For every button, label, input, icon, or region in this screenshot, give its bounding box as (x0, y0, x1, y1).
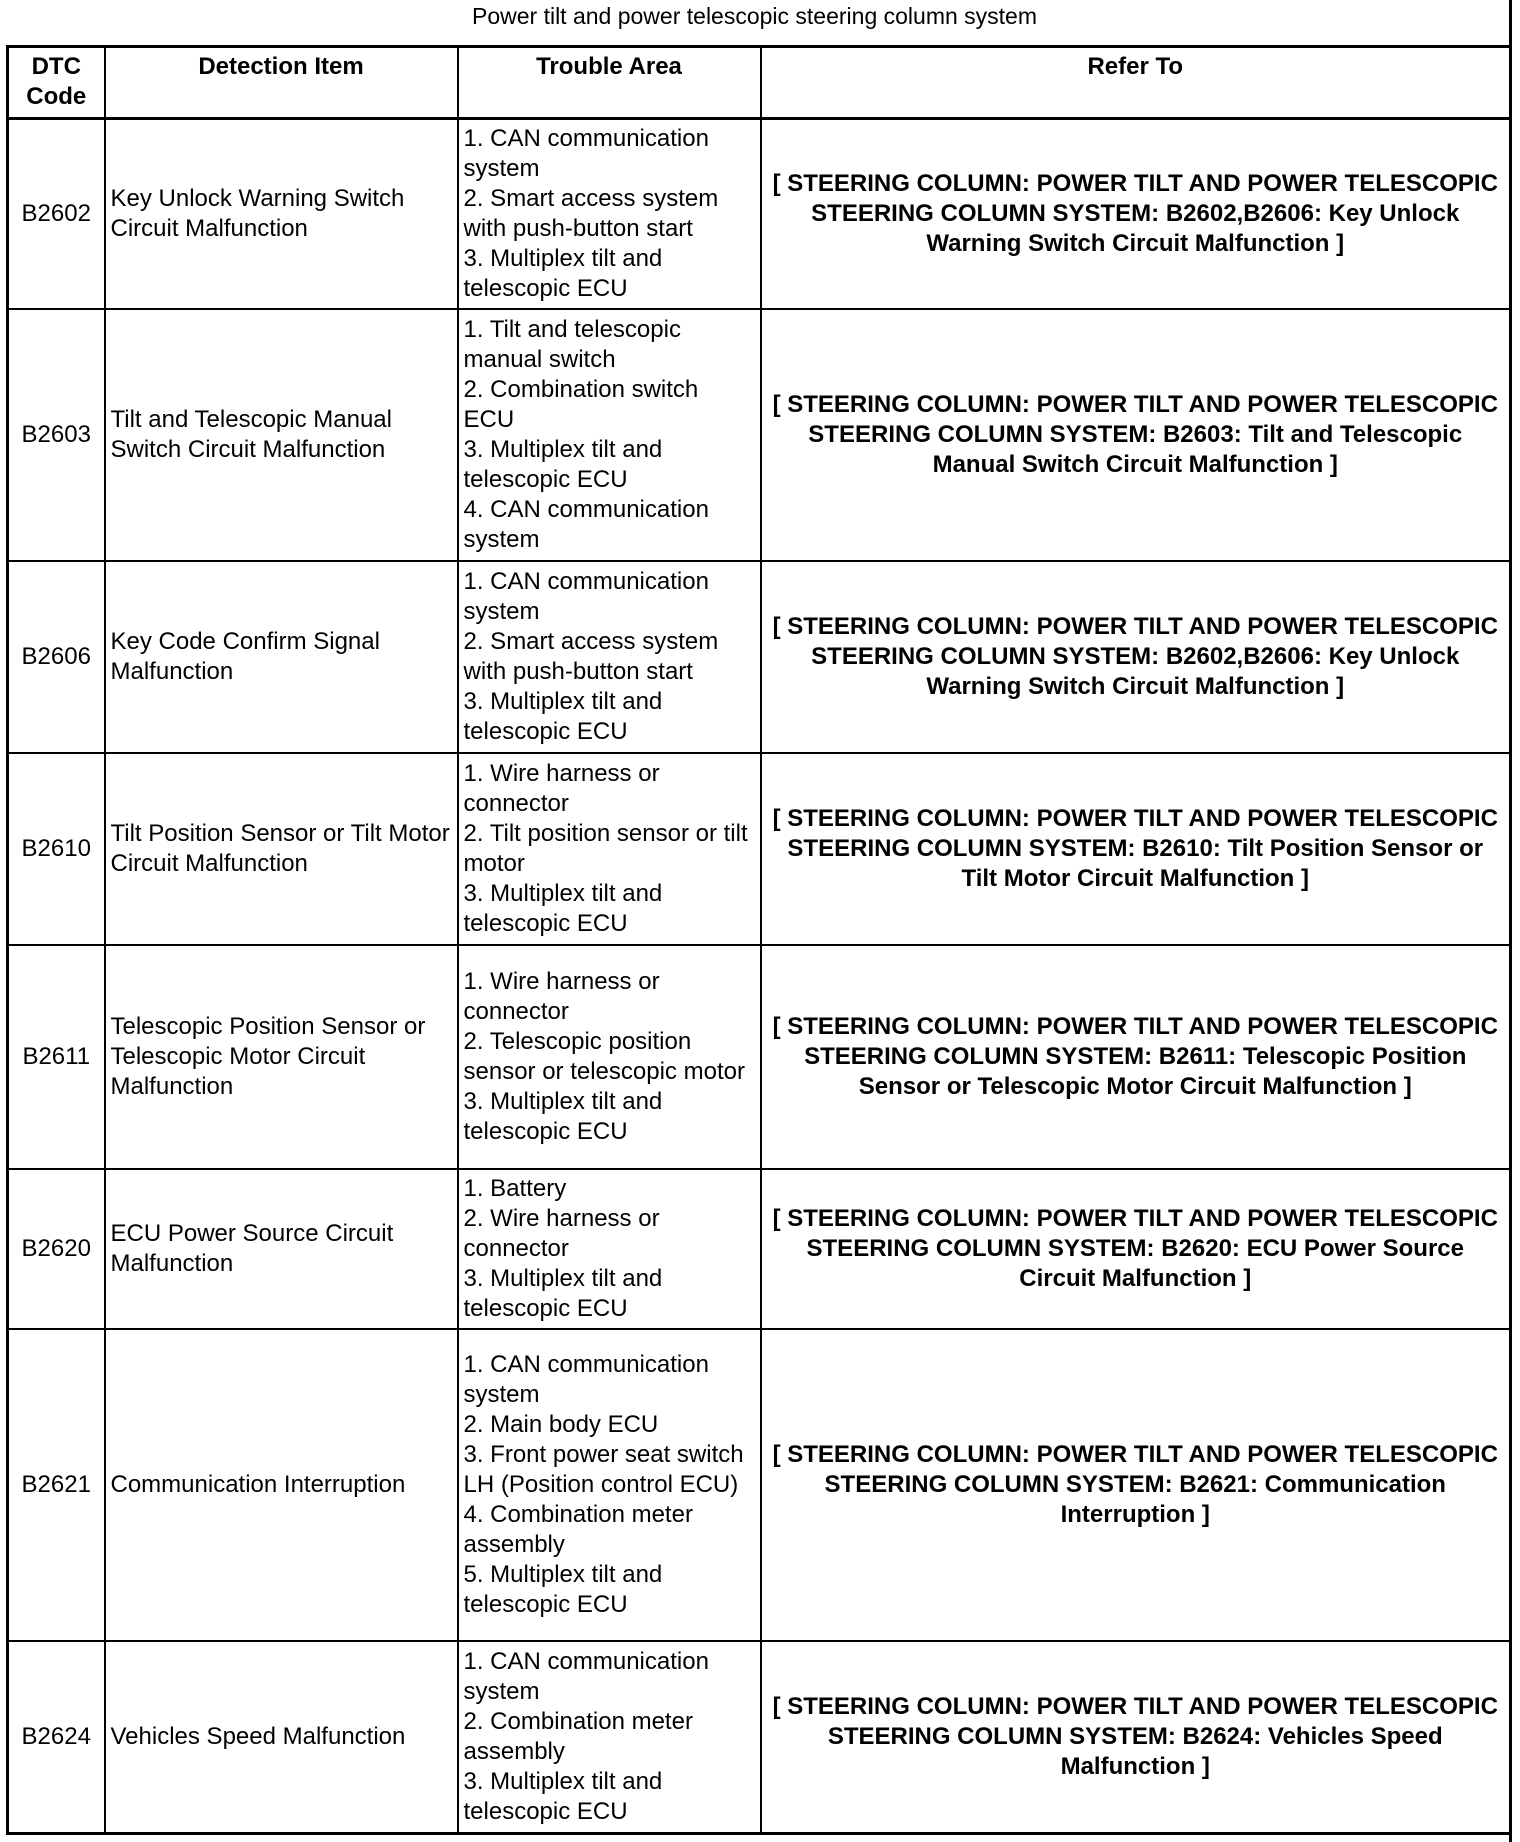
trouble-area-cell (458, 1329, 761, 1641)
trouble-area-item: 2. Telescopic position sensor or telescopic motor (463, 1028, 745, 1085)
refer-to-link[interactable]: [ STEERING COLUMN: POWER TILT AND POWER TELESCOPIC STEERING COLUMN SYSTEM: B2603: Tilt and Telescopic Manual Switch Circuit Malfunction ] (761, 309, 1511, 561)
trouble-area-cell (458, 753, 761, 945)
trouble-area-item: 3. Multiplex tilt and telescopic ECU (463, 436, 663, 493)
table-row (8, 945, 1511, 1169)
trouble-area-item: 2. Smart access system with push-button start (463, 185, 719, 242)
trouble-area-item: 1. Wire harness or connector (463, 968, 660, 1025)
trouble-area-item: 3. Multiplex tilt and telescopic ECU (463, 245, 663, 302)
trouble-area-item: 5. Multiplex tilt and telescopic ECU (463, 1561, 663, 1618)
table-caption: Power tilt and power telescopic steering column system (471, 3, 1038, 29)
trouble-area-item: 4. Combination meter assembly (463, 1501, 693, 1558)
dtc-code-cell: B2624 (8, 1641, 105, 1833)
trouble-area-cell (458, 119, 761, 310)
trouble-area-item: 2. Main body ECU (463, 1411, 659, 1438)
refer-to-link[interactable]: [ STEERING COLUMN: POWER TILT AND POWER TELESCOPIC STEERING COLUMN SYSTEM: B2602,B2606: Key Unlock Warning Switch Circuit Malfunction ] (761, 561, 1511, 753)
trouble-area-item: 1. CAN communication system (463, 568, 709, 625)
header-detection-item: Detection Item (105, 47, 458, 119)
dtc-code-cell: B2602 (8, 119, 105, 310)
dtc-code-cell: B2603 (8, 309, 105, 561)
dtc-code-cell: B2620 (8, 1169, 105, 1329)
trouble-area-item: 3. Multiplex tilt and telescopic ECU (463, 1265, 663, 1322)
header-dtc-code: DTC Code (8, 47, 105, 119)
refer-to-link[interactable]: [ STEERING COLUMN: POWER TILT AND POWER TELESCOPIC STEERING COLUMN SYSTEM: B2602,B2606: Key Unlock Warning Switch Circuit Malfunction ] (761, 119, 1511, 310)
dtc-code-cell: B2621 (8, 1329, 105, 1641)
refer-to-link[interactable]: [ STEERING COLUMN: POWER TILT AND POWER TELESCOPIC STEERING COLUMN SYSTEM: B2624: Vehicles Speed Malfunction ] (761, 1641, 1511, 1833)
table-body (8, 119, 1511, 1834)
table-row (8, 561, 1511, 753)
header-row (8, 47, 1511, 119)
trouble-area-cell (458, 1169, 761, 1329)
detection-item-cell: Telescopic Position Sensor or Telescopic Motor Circuit Malfunction (105, 945, 458, 1169)
refer-to-link[interactable]: [ STEERING COLUMN: POWER TILT AND POWER TELESCOPIC STEERING COLUMN SYSTEM: B2610: Tilt Position Sensor or Tilt Motor Circuit Malfunction ] (761, 753, 1511, 945)
header-trouble-area: Trouble Area (458, 47, 761, 119)
table-row (8, 1169, 1511, 1329)
detection-item-cell: Communication Interruption (105, 1329, 458, 1641)
trouble-area-item: 3. Front power seat switch LH (Position control ECU) (463, 1441, 744, 1498)
table-row (8, 1329, 1511, 1641)
detection-item-cell: Key Code Confirm Signal Malfunction (105, 561, 458, 753)
header-refer-to: Refer To (761, 47, 1511, 119)
dtc-code-cell: B2611 (8, 945, 105, 1169)
trouble-area-item: 1. CAN communication system (463, 1647, 709, 1705)
detection-item-cell: Tilt Position Sensor or Tilt Motor Circuit Malfunction (105, 753, 458, 945)
trouble-area-item: 1. CAN communication system (463, 125, 709, 182)
dtc-code-cell: B2606 (8, 561, 105, 753)
detection-item-cell: Key Unlock Warning Switch Circuit Malfunction (105, 119, 458, 310)
trouble-area-item: 3. Multiplex tilt and telescopic ECU (463, 880, 663, 937)
trouble-area-item: 3. Multiplex tilt and telescopic ECU (463, 688, 663, 745)
detection-item-cell: ECU Power Source Circuit Malfunction (105, 1169, 458, 1329)
refer-to-link[interactable]: [ STEERING COLUMN: POWER TILT AND POWER TELESCOPIC STEERING COLUMN SYSTEM: B2621: Communication Interruption ] (761, 1329, 1511, 1641)
trouble-area-item: 1. CAN communication system (463, 1351, 709, 1408)
trouble-area-item: 3. Multiplex tilt and telescopic ECU (463, 1767, 663, 1825)
trouble-area-cell (458, 1641, 761, 1833)
refer-to-link[interactable]: [ STEERING COLUMN: POWER TILT AND POWER TELESCOPIC STEERING COLUMN SYSTEM: B2620: ECU Power Source Circuit Malfunction ] (761, 1169, 1511, 1329)
trouble-area-cell (458, 561, 761, 753)
dtc-code-cell: B2610 (8, 753, 105, 945)
trouble-area-cell (458, 309, 761, 561)
detection-item-cell: Vehicles Speed Malfunction (105, 1641, 458, 1833)
trouble-area-item: 3. Multiplex tilt and telescopic ECU (463, 1088, 663, 1145)
table-row (8, 119, 1511, 310)
trouble-area-item: 2. Tilt position sensor or tilt motor (463, 820, 748, 877)
trouble-area-item: 1. Battery (463, 1175, 567, 1202)
refer-to-link[interactable]: [ STEERING COLUMN: POWER TILT AND POWER TELESCOPIC STEERING COLUMN SYSTEM: B2611: Telescopic Position Sensor or Telescopic Motor Circuit Malfunction ] (761, 945, 1511, 1169)
table-row (8, 753, 1511, 945)
trouble-area-item: 2. Combination switch ECU (463, 376, 699, 433)
detection-item-cell: Tilt and Telescopic Manual Switch Circuit Malfunction (105, 309, 458, 561)
trouble-area-item: 4. CAN communication system (463, 496, 709, 553)
trouble-area-item: 1. Tilt and telescopic manual switch (463, 316, 681, 373)
trouble-area-cell (458, 945, 761, 1169)
table-row (8, 309, 1511, 561)
dtc-table (6, 45, 1512, 1835)
trouble-area-item: 2. Combination meter assembly (463, 1707, 693, 1765)
trouble-area-item: 1. Wire harness or connector (463, 760, 660, 817)
trouble-area-item: 2. Smart access system with push-button start (463, 628, 719, 685)
trouble-area-item: 2. Wire harness or connector (463, 1205, 660, 1262)
table-row (8, 1641, 1511, 1833)
